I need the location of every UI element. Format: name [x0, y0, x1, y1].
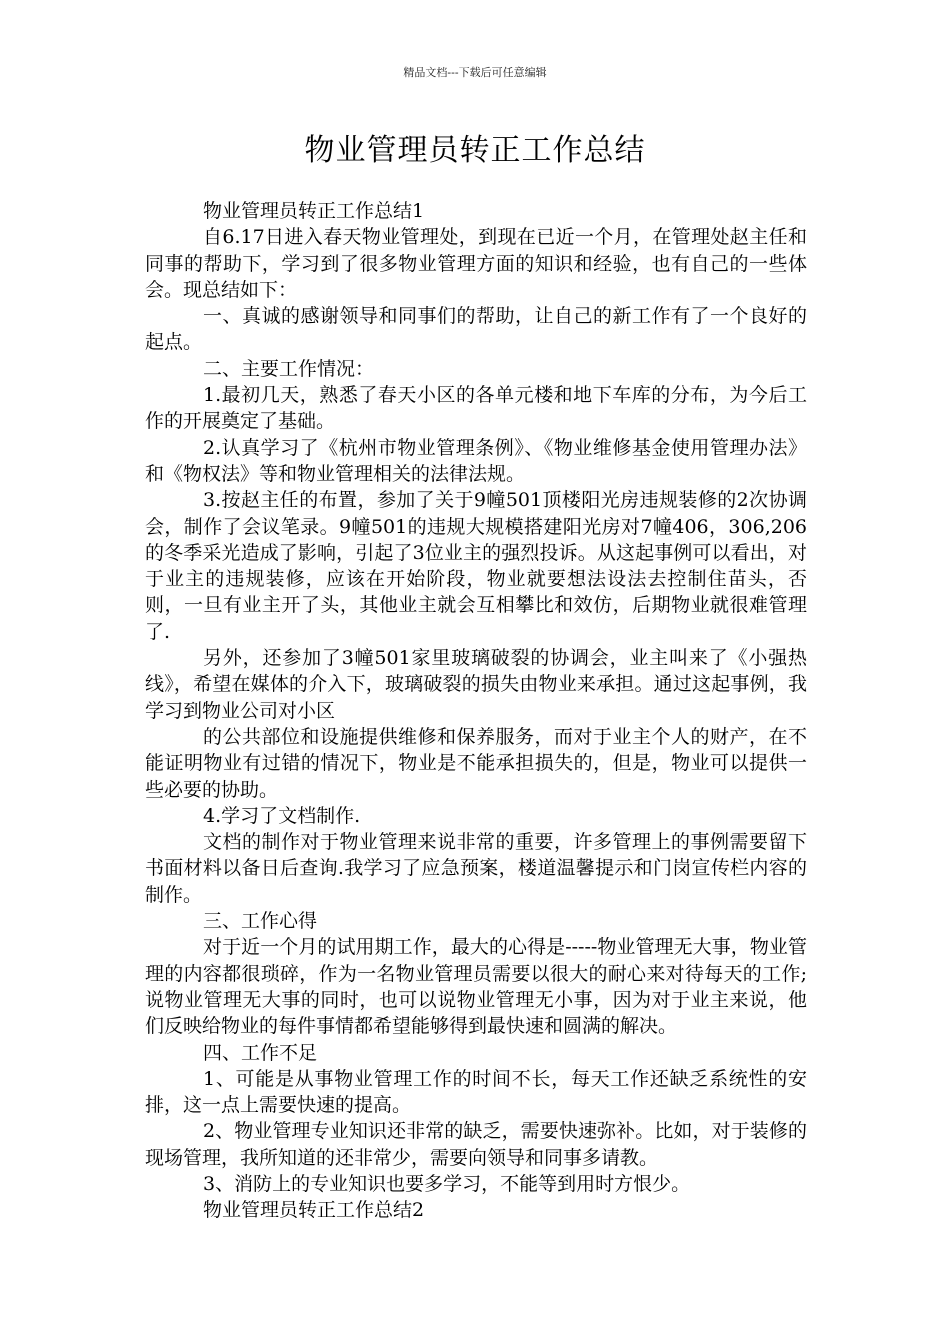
main-work-heading: 二、主要工作情况： [203, 357, 375, 380]
work-item-4: 4.学习了文档制作. [203, 804, 361, 827]
document-title: 物业管理员转正工作总结 [304, 133, 646, 168]
work-item-3: 3.按赵主任的布置，参加了关于9幢501顶楼阳光房违规装修的2次协调会，制作了会议笔录。9幢501的违规大规模搭建阳光房对7幢406，306,206的冬季采光造成了影响，引起了3位业主的强烈投诉。从这起事例可以看出，对于业主的违规装修，应该在开始阶段，物业就要想法设法去控制住苗头，否则，一旦有业主开了头，其他业主就会互相攀比和效仿，后期物业就很难管理了. [145, 489, 807, 643]
work-item-3-continued: 的公共部位和设施提供维修和保养服务，而对于业主个人的财产，在不能证明物业有过错的情况下，物业是不能承担损失的，但是，物业可以提供一些必要的协助。 [145, 725, 807, 801]
work-item-1: 1.最初几天，熟悉了春天小区的各单元楼和地下车库的分布，为今后工作的开展奠定了基础。 [145, 384, 807, 433]
work-item-3-extra: 另外，还参加了3幢501家里玻璃破裂的协调会，业主叫来了《小强热线》，希望在媒体的介入下，玻璃破裂的损失由物业来承担。通过这起事例，我学习到物业公司对小区 [145, 647, 807, 722]
shortcoming-1: 1、可能是从事物业管理工作的时间不长，每天工作还缺乏系统性的安排，这一点上需要快速的提高。 [145, 1067, 807, 1117]
thanks-paragraph: 一、真诚的感谢领导和同事们的帮助，让自己的新工作有了一个良好的起点。 [145, 305, 807, 354]
section-heading-2: 物业管理员转正工作总结2 [203, 1199, 425, 1222]
intro-paragraph: 自6.17日进入春天物业管理处，到现在已近一个月，在管理处赵主任和同事的帮助下，学习到了很多物业管理方面的知识和经验，也有自己的一些体会。现总结如下： [145, 226, 807, 301]
shortcomings-heading: 四、工作不足 [203, 1041, 318, 1064]
work-item-4-detail: 文档的制作对于物业管理来说非常的重要，许多管理上的事例需要留下书面材料以备日后查询.我学习了应急预案，楼道温馨提示和门岗宣传栏内容的制作。 [145, 831, 807, 906]
work-item-2: 2.认真学习了《杭州市物业管理条例》、《物业维修基金使用管理办法》和《物权法》等和物业管理相关的法律法规。 [145, 436, 807, 485]
section-heading-1: 物业管理员转正工作总结1 [203, 200, 425, 222]
experience-heading: 三、工作心得 [203, 910, 318, 933]
header-note: 精品文档---下载后可任意编辑 [403, 66, 547, 79]
shortcoming-3: 3、消防上的专业知识也要多学习，不能等到用时方恨少。 [203, 1172, 691, 1195]
experience-paragraph: 对于近一个月的试用期工作，最大的心得是-----物业管理无大事，物业管理的内容都很琐碎，作为一名物业管理员需要以很大的耐心来对待每天的工作;说物业管理无大事的同时，也可以说物业管理无小事，因为对于业主来说，他们反映给物业的每件事情都希望能够得到最快速和圆满的解决。 [145, 936, 807, 1038]
document-body [145, 198, 807, 1224]
shortcoming-2: 2、物业管理专业知识还非常的缺乏，需要快速弥补。比如，对于装修的现场管理，我所知道的还非常少，需要向领导和同事多请教。 [145, 1120, 807, 1169]
